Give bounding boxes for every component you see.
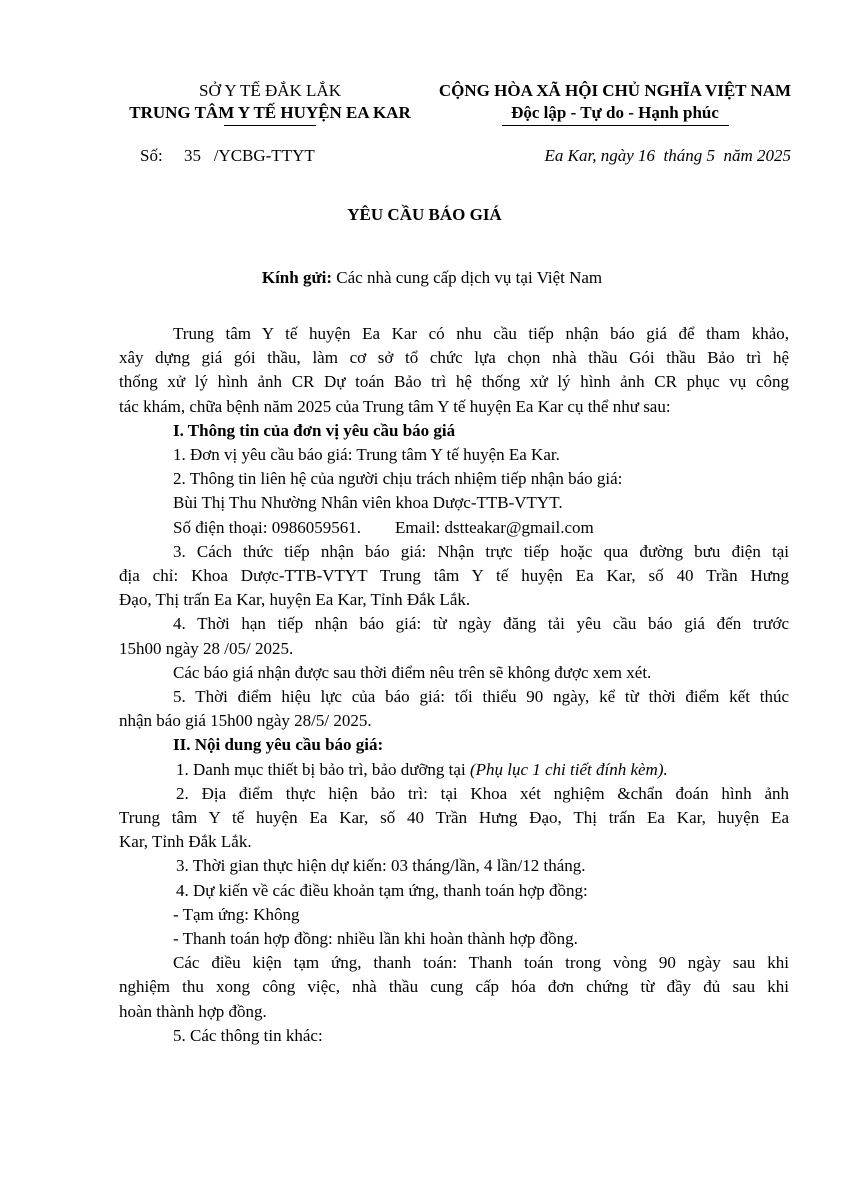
- section-1-item-1: 1. Đơn vị yêu cầu báo giá: Trung tâm Y tế huyện Ea Kar.: [173, 445, 560, 465]
- motto-underline: [502, 125, 729, 126]
- parent-agency: SỞ Y TẾ ĐẮK LẮK: [199, 81, 341, 100]
- contact-email: Email: dstteakar@gmail.com: [394, 517, 594, 537]
- section-1-item-3-cont: địa chỉ: Khoa Dược-TTB-VTYT Trung tâm Y tế huyện Ea Kar, số 40 Trần Hưng: [119, 566, 789, 586]
- number-suffix: /YCBG-TTYT: [213, 146, 315, 165]
- intro-line: xây dựng giá gói thầu, làm cơ sở tổ chức lựa chọn nhà thầu Gói thầu Bảo trì hệ: [119, 348, 789, 368]
- section-2-item-2-cont: Trung tâm Y tế huyện Ea Kar, số 40 Trần Hưng Đạo, Thị trấn Ea Kar, huyện Ea: [119, 808, 789, 828]
- section-1-item-5: 5. Thời điểm hiệu lực của báo giá: tối thiểu 90 ngày, kể từ thời điểm kết thúc: [173, 687, 789, 707]
- contact-person: Bùi Thị Thu Nhường Nhân viên khoa Dược-TTB-VTYT.: [173, 493, 563, 513]
- intro-line: tác khám, chữa bệnh năm 2025 của Trung tâm Y tế huyện Ea Kar cụ thể như sau:: [119, 396, 671, 416]
- section-2-item-5: 5. Các thông tin khác:: [173, 1025, 323, 1045]
- section-1-item-4: 4. Thời hạn tiếp nhận báo giá: từ ngày đăng tải yêu cầu báo giá đến trước: [173, 614, 789, 634]
- motto: Độc lập - Tự do - Hạnh phúc: [511, 103, 719, 122]
- section-1-item-3-cont: Đạo, Thị trấn Ea Kar, huyện Ea Kar, Tỉnh Đắk Lắk.: [119, 590, 471, 610]
- contact-phone: Số điện thoại: 0986059561.: [173, 517, 361, 537]
- document-title: YÊU CẦU BÁO GIÁ: [347, 205, 502, 224]
- advance-payment: - Tạm ứng: Không: [173, 904, 300, 924]
- issuing-agency-block: [100, 80, 440, 126]
- section-2-item-1: [119, 758, 789, 782]
- section-1-item-3: 3. Cách thức tiếp nhận báo giá: Nhận trực tiếp hoặc qua đường bưu điện tại: [173, 541, 789, 561]
- payment-terms-cont: hoàn thành hợp đồng.: [119, 1001, 267, 1021]
- section-1-heading: I. Thông tin của đơn vị yêu cầu báo giá: [173, 420, 456, 440]
- number-value: 35: [183, 146, 201, 165]
- late-quote-note: Các báo giá nhận được sau thời điểm nêu trên sẽ không được xem xét.: [173, 662, 652, 682]
- section-2-item-2: 2. Địa điểm thực hiện bảo trì: tại Khoa xét nghiệm &chẩn đoán hình ảnh: [176, 783, 789, 803]
- recipient-label: Kính gửi:: [261, 268, 333, 287]
- section-2-item-4: 4. Dự kiến về các điều khoản tạm ứng, thanh toán hợp đồng:: [176, 880, 588, 900]
- country-name: CỘNG HÒA XÃ HỘI CHỦ NGHĨA VIỆT NAM: [438, 81, 792, 100]
- section-2-item-2-cont: Kar, Tỉnh Đắk Lắk.: [119, 832, 252, 852]
- contract-payment: - Thanh toán hợp đồng: nhiều lần khi hoàn thành hợp đồng.: [173, 929, 578, 949]
- section-1-item-5-cont: nhận báo giá 15h00 ngày 28/5/ 2025.: [119, 711, 372, 731]
- section-1-item-4-cont: 15h00 ngày 28 /05/ 2025.: [119, 638, 294, 658]
- appendix-reference: (Phụ lục 1 chi tiết đính kèm).: [469, 759, 668, 779]
- place-date: Ea Kar, ngày 16 tháng 5 năm 2025: [544, 146, 791, 165]
- payment-terms: Các điều kiện tạm ứng, thanh toán: Thanh toán trong vòng 90 ngày sau khi: [173, 953, 789, 973]
- number-label: Số:: [140, 146, 163, 165]
- intro-line: thống xử lý hình ảnh CR Dự toán Bảo trì hệ thống xử lý hình ảnh CR phục vụ công: [119, 372, 789, 392]
- document-body: [119, 322, 789, 1048]
- agency-underline: [224, 125, 316, 126]
- document-number: [140, 146, 315, 166]
- section-2-item-3: 3. Thời gian thực hiện dự kiến: 03 tháng/lần, 4 lần/12 tháng.: [176, 856, 586, 876]
- payment-terms-cont: nghiệm thu xong công việc, nhà thầu cung cấp hóa đơn chứng từ đầy đủ sau khi: [119, 977, 789, 997]
- section-1-item-2: 2. Thông tin liên hệ của người chịu trách nhiệm tiếp nhận báo giá:: [173, 469, 623, 489]
- recipient-text: Các nhà cung cấp dịch vụ tại Việt Nam: [336, 268, 603, 287]
- national-motto-block: [430, 80, 800, 126]
- item-1-text: 1. Danh mục thiết bị bảo trì, bảo dưỡng tại: [176, 759, 470, 779]
- section-2-heading: II. Nội dung yêu cầu báo giá:: [173, 735, 384, 755]
- contact-phone-email: [119, 516, 789, 540]
- agency-name: TRUNG TÂM Y TẾ HUYỆN EA KAR: [129, 103, 411, 122]
- recipient-line: [0, 268, 849, 288]
- intro-line: Trung tâm Y tế huyện Ea Kar có nhu cầu tiếp nhận báo giá để tham khảo,: [173, 324, 789, 343]
